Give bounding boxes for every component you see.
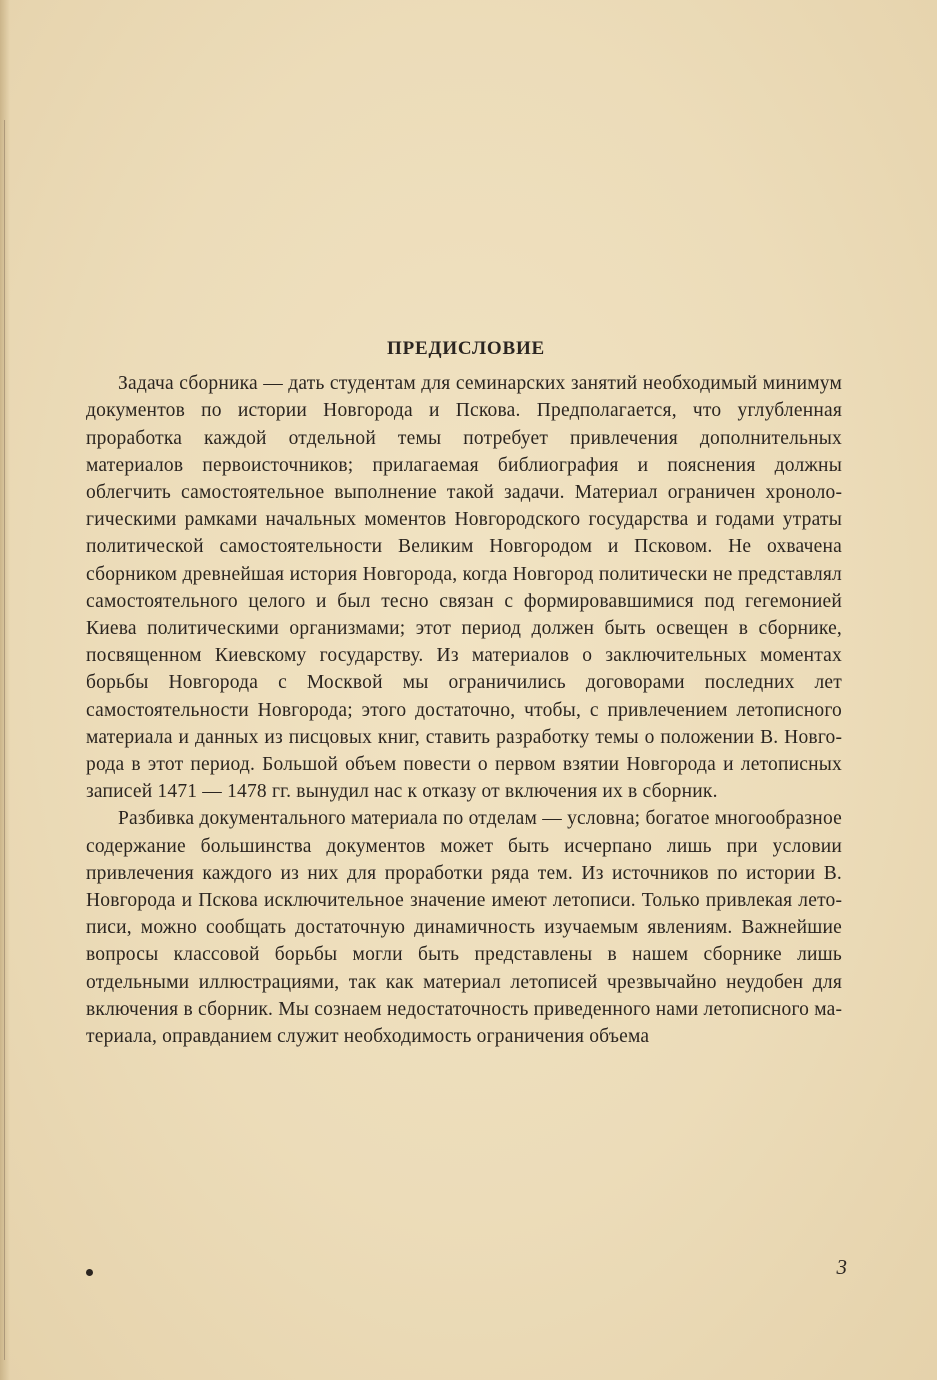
page-edge-shadow — [0, 0, 10, 1380]
paragraph-2: Разбивка документального материала по отделам — условна; богатое многообразное содержание большинства документов может быть исчерпано лишь при условии привлечения каждого из них для проработки ряда тем. Из источников по истории В. Новгорода и Пскова исключительное значение имеют летописи. Только привлекая летописи, можно сообщать достаточную динамичность изучаемым явлениям. Важнейшие вопросы классовой борьбы могли быть представлены в нашем сборнике лишь отдельными иллюстрациями, так как материал летописей чрезвычайно неудобен для включения в сборник. Мы сознаем недостаточность приведенного нами летописного материала, оправданием служит необходимость ограничения объема — [86, 808, 842, 1048]
page-title: ПРЕДИСЛОВИЕ — [386, 338, 546, 359]
page-edge-line — [4, 120, 5, 1360]
preface-section — [86, 335, 842, 1050]
page-number: 3 — [836, 1255, 847, 1279]
bullet-mark — [86, 1269, 93, 1276]
paragraph-1: Задача сборника — дать студентам для семинарских занятий необходимый минимум документов по истории Новгорода и Пскова. Предполагается, что углубленная проработка каждой отдельной темы потребует привлечения дополнительных материалов первоисточников; прилагаемая библиография и пояснения должны облегчить самостоятельное выполнение такой задачи. Материал ограничен хронологическими рамками начальных моментов Новгородского государства и годами утраты политической самостоятельности Великим Новгородом и Псковом. Не охвачена сборником древнейшая история Новгорода, когда Новгород политически не представлял самостоятельного целого и был тесно связан с формировавшимися под гегемонией Киева политическими организмами; этот период должен быть освещен в сборнике, посвященном Киевскому государству. Из материалов о заключительных моментах борьбы Новгорода с Москвой мы ограничились договорами последних лет самостоятельности Новгорода; этого достаточно, чтобы, с привлечением летописного материала и данных из писцовых книг, ставить разработку темы о положении В. Новгорода в этот период. Большой объем повести о первом взятии Новгорода и летописных записей 1471 — 1478 гг. вынудил нас к отказу от включения их в сборник. — [86, 373, 842, 803]
